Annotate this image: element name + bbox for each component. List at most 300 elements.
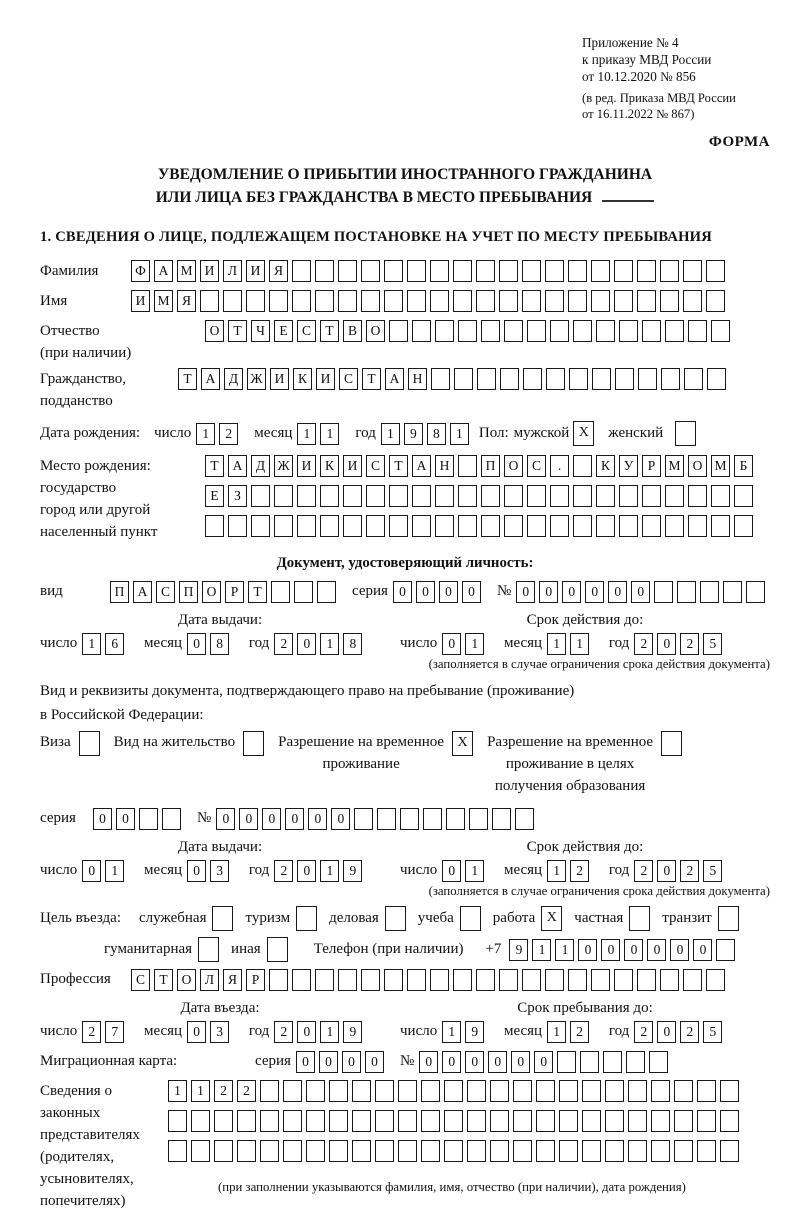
char-cell[interactable] <box>628 1140 647 1162</box>
char-cell[interactable]: 1 <box>168 1080 187 1102</box>
char-cell[interactable]: П <box>481 455 500 477</box>
char-cell[interactable] <box>292 290 311 312</box>
char-cell[interactable] <box>605 1140 624 1162</box>
char-cell[interactable] <box>596 320 615 342</box>
purpose-study-checkbox[interactable] <box>460 906 481 931</box>
char-cell[interactable]: О <box>202 581 221 603</box>
char-cell[interactable] <box>573 455 592 477</box>
char-cell[interactable] <box>642 320 661 342</box>
char-cell[interactable]: 1 <box>297 423 316 445</box>
char-cell[interactable]: 0 <box>511 1051 530 1073</box>
char-cell[interactable] <box>458 320 477 342</box>
char-cell[interactable]: 2 <box>274 1021 293 1043</box>
char-cell[interactable] <box>375 1140 394 1162</box>
char-cell[interactable] <box>522 969 541 991</box>
char-cell[interactable] <box>223 290 242 312</box>
char-cell[interactable]: О <box>205 320 224 342</box>
char-cell[interactable]: И <box>297 455 316 477</box>
doc-issue-day-cells[interactable] <box>82 630 128 656</box>
char-cell[interactable] <box>504 515 523 537</box>
char-cell[interactable]: 1 <box>320 1021 339 1043</box>
char-cell[interactable]: 0 <box>578 939 597 961</box>
char-cell[interactable]: 1 <box>555 939 574 961</box>
char-cell[interactable]: 1 <box>191 1080 210 1102</box>
char-cell[interactable] <box>674 1080 693 1102</box>
residence-expiry-year-cells[interactable] <box>634 857 726 883</box>
char-cell[interactable] <box>573 515 592 537</box>
char-cell[interactable]: 0 <box>539 581 558 603</box>
char-cell[interactable] <box>649 1051 668 1073</box>
char-cell[interactable]: 2 <box>634 1021 653 1043</box>
char-cell[interactable]: Т <box>205 455 224 477</box>
char-cell[interactable] <box>723 581 742 603</box>
char-cell[interactable]: 0 <box>657 1021 676 1043</box>
char-cell[interactable] <box>375 1110 394 1132</box>
char-cell[interactable]: 0 <box>82 860 101 882</box>
char-cell[interactable] <box>476 290 495 312</box>
char-cell[interactable] <box>320 485 339 507</box>
char-cell[interactable]: 0 <box>187 860 206 882</box>
char-cell[interactable]: Р <box>642 455 661 477</box>
char-cell[interactable]: 2 <box>570 1021 589 1043</box>
char-cell[interactable] <box>499 260 518 282</box>
char-cell[interactable] <box>665 320 684 342</box>
char-cell[interactable] <box>500 368 519 390</box>
char-cell[interactable]: 9 <box>465 1021 484 1043</box>
char-cell[interactable] <box>559 1140 578 1162</box>
char-cell[interactable] <box>504 320 523 342</box>
char-cell[interactable] <box>407 260 426 282</box>
char-cell[interactable] <box>734 485 753 507</box>
phone-cells[interactable] <box>509 939 739 961</box>
patronymic-cells[interactable] <box>205 320 734 342</box>
doc-expiry-day-cells[interactable] <box>442 630 488 656</box>
char-cell[interactable] <box>734 515 753 537</box>
char-cell[interactable] <box>683 969 702 991</box>
char-cell[interactable] <box>398 1080 417 1102</box>
char-cell[interactable]: 0 <box>442 633 461 655</box>
char-cell[interactable]: 0 <box>262 808 281 830</box>
char-cell[interactable] <box>200 290 219 312</box>
char-cell[interactable]: И <box>200 260 219 282</box>
char-cell[interactable] <box>591 290 610 312</box>
char-cell[interactable]: 1 <box>105 860 124 882</box>
char-cell[interactable] <box>352 1110 371 1132</box>
char-cell[interactable]: 9 <box>509 939 528 961</box>
char-cell[interactable]: 5 <box>703 1021 722 1043</box>
char-cell[interactable] <box>596 485 615 507</box>
char-cell[interactable] <box>260 1140 279 1162</box>
birthplace-cells-row3[interactable] <box>205 515 757 537</box>
char-cell[interactable]: А <box>154 260 173 282</box>
char-cell[interactable] <box>283 1140 302 1162</box>
char-cell[interactable] <box>697 1080 716 1102</box>
char-cell[interactable]: 2 <box>570 860 589 882</box>
char-cell[interactable] <box>688 485 707 507</box>
char-cell[interactable]: 7 <box>105 1021 124 1043</box>
char-cell[interactable] <box>746 581 765 603</box>
char-cell[interactable]: 1 <box>320 633 339 655</box>
char-cell[interactable] <box>446 808 465 830</box>
char-cell[interactable]: 1 <box>381 423 400 445</box>
temp-residence-checkbox[interactable]: X <box>452 731 473 756</box>
char-cell[interactable]: 0 <box>657 633 676 655</box>
birthplace-cells-row2[interactable] <box>205 485 757 507</box>
char-cell[interactable] <box>637 260 656 282</box>
char-cell[interactable]: 0 <box>187 633 206 655</box>
char-cell[interactable]: 0 <box>670 939 689 961</box>
char-cell[interactable] <box>688 515 707 537</box>
char-cell[interactable] <box>423 808 442 830</box>
residence-expiry-day-cells[interactable] <box>442 857 488 883</box>
char-cell[interactable] <box>306 1140 325 1162</box>
doc-issue-month-cells[interactable] <box>187 630 233 656</box>
char-cell[interactable] <box>251 515 270 537</box>
char-cell[interactable]: П <box>179 581 198 603</box>
char-cell[interactable] <box>674 1140 693 1162</box>
entry-day-cells[interactable] <box>82 1018 128 1044</box>
char-cell[interactable] <box>573 320 592 342</box>
char-cell[interactable] <box>384 969 403 991</box>
stay-month-cells[interactable] <box>547 1018 593 1044</box>
char-cell[interactable]: 0 <box>393 581 412 603</box>
char-cell[interactable]: 8 <box>343 633 362 655</box>
char-cell[interactable]: 0 <box>297 633 316 655</box>
char-cell[interactable]: 0 <box>93 808 112 830</box>
char-cell[interactable]: Я <box>269 260 288 282</box>
char-cell[interactable]: 8 <box>210 633 229 655</box>
char-cell[interactable] <box>545 969 564 991</box>
char-cell[interactable] <box>568 290 587 312</box>
char-cell[interactable]: 2 <box>634 633 653 655</box>
char-cell[interactable] <box>545 260 564 282</box>
char-cell[interactable] <box>568 260 587 282</box>
entry-month-cells[interactable] <box>187 1018 233 1044</box>
char-cell[interactable] <box>626 1051 645 1073</box>
char-cell[interactable] <box>454 368 473 390</box>
sex-female-checkbox[interactable] <box>675 421 696 446</box>
char-cell[interactable] <box>665 515 684 537</box>
char-cell[interactable]: 0 <box>657 860 676 882</box>
char-cell[interactable]: 0 <box>601 939 620 961</box>
char-cell[interactable] <box>412 485 431 507</box>
doc-number-cells[interactable] <box>516 581 769 603</box>
char-cell[interactable]: 0 <box>416 581 435 603</box>
char-cell[interactable] <box>469 808 488 830</box>
char-cell[interactable]: Т <box>248 581 267 603</box>
char-cell[interactable]: 0 <box>419 1051 438 1073</box>
char-cell[interactable] <box>527 320 546 342</box>
char-cell[interactable] <box>490 1110 509 1132</box>
char-cell[interactable] <box>453 969 472 991</box>
char-cell[interactable] <box>444 1110 463 1132</box>
char-cell[interactable]: 1 <box>547 860 566 882</box>
char-cell[interactable] <box>614 969 633 991</box>
char-cell[interactable]: Р <box>225 581 244 603</box>
char-cell[interactable] <box>665 485 684 507</box>
option-temp-residence-education[interactable]: Разрешение на временное проживание в целях получения образования <box>487 731 682 797</box>
char-cell[interactable]: 1 <box>196 423 215 445</box>
char-cell[interactable]: 2 <box>680 1021 699 1043</box>
purpose-official-checkbox[interactable] <box>212 906 233 931</box>
char-cell[interactable]: Н <box>435 455 454 477</box>
char-cell[interactable]: 3 <box>210 1021 229 1043</box>
char-cell[interactable]: 2 <box>680 860 699 882</box>
char-cell[interactable] <box>389 320 408 342</box>
char-cell[interactable] <box>329 1140 348 1162</box>
stay-year-cells[interactable] <box>634 1018 726 1044</box>
char-cell[interactable] <box>614 260 633 282</box>
char-cell[interactable] <box>292 260 311 282</box>
char-cell[interactable] <box>559 1110 578 1132</box>
char-cell[interactable] <box>637 290 656 312</box>
char-cell[interactable]: 6 <box>105 633 124 655</box>
char-cell[interactable] <box>228 515 247 537</box>
char-cell[interactable]: З <box>228 485 247 507</box>
char-cell[interactable] <box>536 1140 555 1162</box>
char-cell[interactable] <box>591 260 610 282</box>
char-cell[interactable]: Т <box>389 455 408 477</box>
char-cell[interactable] <box>361 290 380 312</box>
char-cell[interactable]: О <box>177 969 196 991</box>
char-cell[interactable]: 2 <box>274 633 293 655</box>
char-cell[interactable] <box>389 485 408 507</box>
char-cell[interactable] <box>430 290 449 312</box>
char-cell[interactable] <box>343 485 362 507</box>
char-cell[interactable]: Т <box>154 969 173 991</box>
char-cell[interactable] <box>614 290 633 312</box>
char-cell[interactable]: С <box>366 455 385 477</box>
char-cell[interactable] <box>557 1051 576 1073</box>
char-cell[interactable]: 1 <box>532 939 551 961</box>
char-cell[interactable] <box>546 368 565 390</box>
char-cell[interactable]: 0 <box>562 581 581 603</box>
char-cell[interactable] <box>504 485 523 507</box>
char-cell[interactable] <box>619 485 638 507</box>
char-cell[interactable]: 0 <box>465 1051 484 1073</box>
char-cell[interactable] <box>706 260 725 282</box>
char-cell[interactable] <box>168 1140 187 1162</box>
char-cell[interactable] <box>352 1080 371 1102</box>
char-cell[interactable]: 1 <box>465 860 484 882</box>
char-cell[interactable] <box>716 939 735 961</box>
char-cell[interactable] <box>400 808 419 830</box>
char-cell[interactable] <box>711 515 730 537</box>
char-cell[interactable] <box>315 260 334 282</box>
char-cell[interactable] <box>527 515 546 537</box>
char-cell[interactable] <box>536 1110 555 1132</box>
stay-day-cells[interactable] <box>442 1018 488 1044</box>
char-cell[interactable] <box>251 485 270 507</box>
char-cell[interactable]: 0 <box>647 939 666 961</box>
char-cell[interactable]: 0 <box>285 808 304 830</box>
doc-expiry-month-cells[interactable] <box>547 630 593 656</box>
char-cell[interactable] <box>444 1140 463 1162</box>
char-cell[interactable]: К <box>320 455 339 477</box>
char-cell[interactable] <box>582 1110 601 1132</box>
char-cell[interactable] <box>642 485 661 507</box>
char-cell[interactable]: 0 <box>693 939 712 961</box>
char-cell[interactable]: А <box>133 581 152 603</box>
char-cell[interactable] <box>628 1110 647 1132</box>
birth-day-cells[interactable] <box>196 423 242 445</box>
char-cell[interactable]: Д <box>224 368 243 390</box>
char-cell[interactable] <box>271 581 290 603</box>
char-cell[interactable] <box>407 290 426 312</box>
char-cell[interactable]: 1 <box>82 633 101 655</box>
surname-cells[interactable] <box>131 260 729 282</box>
char-cell[interactable]: 3 <box>210 860 229 882</box>
char-cell[interactable]: 2 <box>634 860 653 882</box>
char-cell[interactable]: К <box>596 455 615 477</box>
option-visa[interactable]: Виза <box>40 731 100 797</box>
char-cell[interactable]: Л <box>200 969 219 991</box>
char-cell[interactable] <box>481 485 500 507</box>
char-cell[interactable] <box>329 1110 348 1132</box>
char-cell[interactable] <box>683 290 702 312</box>
char-cell[interactable] <box>688 320 707 342</box>
char-cell[interactable]: Н <box>408 368 427 390</box>
char-cell[interactable] <box>191 1140 210 1162</box>
char-cell[interactable] <box>260 1110 279 1132</box>
char-cell[interactable]: 0 <box>488 1051 507 1073</box>
char-cell[interactable] <box>214 1140 233 1162</box>
doc-kind-cells[interactable] <box>110 581 340 603</box>
char-cell[interactable]: 8 <box>427 423 446 445</box>
char-cell[interactable] <box>638 368 657 390</box>
char-cell[interactable]: М <box>665 455 684 477</box>
char-cell[interactable]: 0 <box>608 581 627 603</box>
char-cell[interactable] <box>435 320 454 342</box>
char-cell[interactable] <box>628 1080 647 1102</box>
char-cell[interactable]: Б <box>734 455 753 477</box>
char-cell[interactable] <box>237 1110 256 1132</box>
char-cell[interactable]: Ч <box>251 320 270 342</box>
char-cell[interactable] <box>269 969 288 991</box>
char-cell[interactable] <box>651 1140 670 1162</box>
char-cell[interactable] <box>458 485 477 507</box>
char-cell[interactable]: 9 <box>343 1021 362 1043</box>
char-cell[interactable] <box>582 1140 601 1162</box>
char-cell[interactable] <box>619 320 638 342</box>
char-cell[interactable] <box>706 969 725 991</box>
char-cell[interactable] <box>269 290 288 312</box>
char-cell[interactable]: И <box>246 260 265 282</box>
char-cell[interactable] <box>683 260 702 282</box>
char-cell[interactable] <box>435 485 454 507</box>
char-cell[interactable]: И <box>270 368 289 390</box>
purpose-other-checkbox[interactable] <box>267 937 288 962</box>
char-cell[interactable] <box>421 1140 440 1162</box>
char-cell[interactable]: С <box>527 455 546 477</box>
char-cell[interactable] <box>237 1140 256 1162</box>
purpose-transit-checkbox[interactable] <box>718 906 739 931</box>
char-cell[interactable]: 5 <box>703 860 722 882</box>
char-cell[interactable] <box>603 1051 622 1073</box>
char-cell[interactable] <box>191 1110 210 1132</box>
char-cell[interactable] <box>654 581 673 603</box>
char-cell[interactable]: И <box>131 290 150 312</box>
char-cell[interactable]: 1 <box>547 633 566 655</box>
char-cell[interactable] <box>407 969 426 991</box>
char-cell[interactable]: 0 <box>239 808 258 830</box>
char-cell[interactable] <box>711 320 730 342</box>
char-cell[interactable]: 2 <box>219 423 238 445</box>
char-cell[interactable] <box>615 368 634 390</box>
char-cell[interactable]: О <box>688 455 707 477</box>
option-temp-residence[interactable]: Разрешение на временное проживание X <box>278 731 473 797</box>
char-cell[interactable] <box>651 1080 670 1102</box>
char-cell[interactable] <box>642 515 661 537</box>
temp-residence-education-checkbox[interactable] <box>661 731 682 756</box>
purpose-work-checkbox[interactable]: X <box>541 906 562 931</box>
char-cell[interactable] <box>283 1080 302 1102</box>
residence-issue-month-cells[interactable] <box>187 857 233 883</box>
char-cell[interactable]: П <box>110 581 129 603</box>
char-cell[interactable] <box>573 485 592 507</box>
char-cell[interactable] <box>637 969 656 991</box>
char-cell[interactable] <box>697 1110 716 1132</box>
char-cell[interactable] <box>592 368 611 390</box>
char-cell[interactable]: Л <box>223 260 242 282</box>
citizenship-cells[interactable] <box>178 368 730 390</box>
residence-issue-year-cells[interactable] <box>274 857 366 883</box>
char-cell[interactable]: О <box>366 320 385 342</box>
char-cell[interactable]: 1 <box>547 1021 566 1043</box>
char-cell[interactable]: М <box>154 290 173 312</box>
char-cell[interactable] <box>168 1110 187 1132</box>
char-cell[interactable] <box>477 368 496 390</box>
char-cell[interactable]: Я <box>177 290 196 312</box>
char-cell[interactable] <box>674 1110 693 1132</box>
doc-issue-year-cells[interactable] <box>274 630 366 656</box>
char-cell[interactable] <box>660 969 679 991</box>
doc-expiry-year-cells[interactable] <box>634 630 726 656</box>
purpose-humanitarian-checkbox[interactable] <box>198 937 219 962</box>
char-cell[interactable] <box>354 808 373 830</box>
char-cell[interactable] <box>707 368 726 390</box>
char-cell[interactable]: Т <box>362 368 381 390</box>
char-cell[interactable] <box>421 1110 440 1132</box>
char-cell[interactable]: Е <box>274 320 293 342</box>
char-cell[interactable] <box>490 1080 509 1102</box>
char-cell[interactable] <box>338 260 357 282</box>
char-cell[interactable]: 0 <box>442 860 461 882</box>
char-cell[interactable] <box>660 290 679 312</box>
char-cell[interactable]: 0 <box>187 1021 206 1043</box>
char-cell[interactable]: Ж <box>247 368 266 390</box>
char-cell[interactable] <box>338 290 357 312</box>
char-cell[interactable] <box>536 1080 555 1102</box>
char-cell[interactable]: 0 <box>216 808 235 830</box>
char-cell[interactable]: 0 <box>585 581 604 603</box>
char-cell[interactable] <box>398 1140 417 1162</box>
char-cell[interactable]: 0 <box>631 581 650 603</box>
char-cell[interactable] <box>550 485 569 507</box>
char-cell[interactable] <box>366 515 385 537</box>
char-cell[interactable] <box>444 1080 463 1102</box>
char-cell[interactable] <box>591 969 610 991</box>
char-cell[interactable] <box>412 515 431 537</box>
char-cell[interactable]: К <box>293 368 312 390</box>
char-cell[interactable] <box>458 455 477 477</box>
char-cell[interactable] <box>522 260 541 282</box>
char-cell[interactable] <box>513 1110 532 1132</box>
char-cell[interactable]: 2 <box>82 1021 101 1043</box>
char-cell[interactable] <box>343 515 362 537</box>
representatives-cells-row3[interactable] <box>168 1140 743 1162</box>
residence-number-cells[interactable] <box>216 808 538 830</box>
